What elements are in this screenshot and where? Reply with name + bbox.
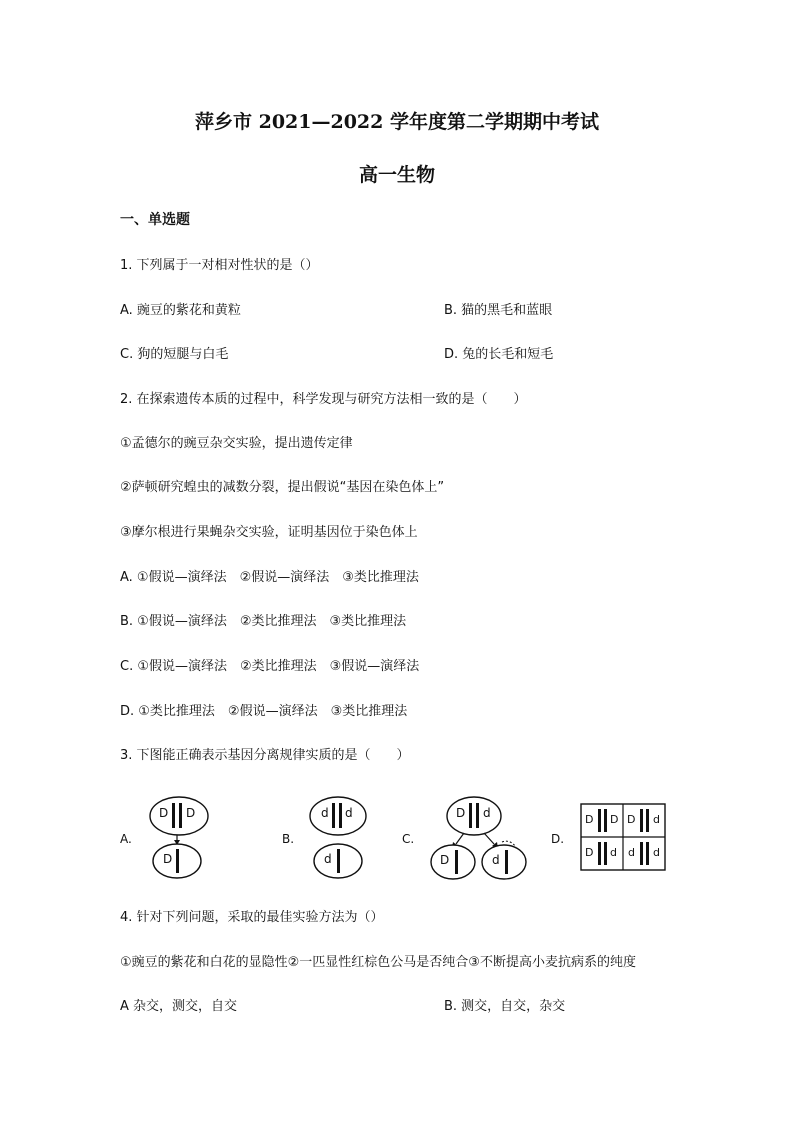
question-4-item-1: ①豌豆的紫花和白花的显隐性②一匹显性红棕色公马是否纯合③不断提高小麦抗病系的纯度 [120,955,636,970]
exam-title: 萍乡市 2021—2022 学年度第二学期期中考试 [195,111,599,133]
gene-label: d [610,846,617,859]
question-2-option-a: A. ①假说—演绎法 ②假说—演绎法 ③类比推理法 [120,570,419,585]
section-heading: 一、单选题 [120,212,190,228]
question-2-stem: 2. 在探索遗传本质的过程中，科学发现与研究方法相一致的是（ ） [120,392,527,407]
gene-label: D [186,806,196,820]
figure-label-d: D. [551,832,565,846]
gene-label: D [610,813,619,826]
question-3-stem: 3. 下图能正确表示基因分离规律实质的是（ ） [120,748,410,763]
gene-label: d [324,852,332,866]
gene-label: D [627,813,636,826]
gene-label: D [585,846,594,859]
gene-label: d [492,853,500,867]
gene-label: d [483,806,491,820]
gene-label: d [321,806,329,820]
figure-d-diagram [580,803,666,871]
figure-c-diagram [428,795,528,885]
question-2-item-2: ②萨顿研究蝗虫的减数分裂，提出假说“基因在染色体上” [120,480,445,495]
gene-label: D [585,813,594,826]
figure-b-diagram [300,795,370,883]
question-1-option-a: A. 豌豆的紫花和黄粒 [120,303,241,318]
figure-label-a: A. [120,832,132,846]
question-2-option-d: D. ①类比推理法 ②假说—演绎法 ③类比推理法 [120,704,408,719]
question-1-option-b: B. 猫的黑毛和蓝眼 [444,303,553,318]
gene-label: d [628,846,635,859]
question-2-option-c: C. ①假说—演绎法 ②类比推理法 ③假说—演绎法 [120,659,420,674]
subject-title: 高一生物 [358,164,435,186]
gene-label: d [653,813,660,826]
question-2-item-3: ③摩尔根进行果蝇杂交实验，证明基因位于染色体上 [120,525,418,540]
figure-label-c: C. [402,832,415,846]
question-4-option-b: B. 测交，自交，杂交 [444,999,566,1014]
gene-label: D [159,806,169,820]
gene-label: D [440,853,450,867]
gene-label: D [163,852,173,866]
question-4-stem: 4. 针对下列问题，采取的最佳实验方法为（） [120,910,384,925]
question-2-option-b: B. ①假说—演绎法 ②类比推理法 ③类比推理法 [120,614,407,629]
gene-label: D [456,806,466,820]
gene-label: d [653,846,660,859]
figure-a-diagram [145,795,215,883]
question-4-option-a: A 杂交，测交，自交 [120,999,238,1014]
question-1-stem: 1. 下列属于一对相对性状的是（） [120,258,319,273]
gene-label: d [345,806,353,820]
question-1-option-c: C. 狗的短腿与白毛 [120,347,229,362]
figure-label-b: B. [282,832,295,846]
question-2-item-1: ①孟德尔的豌豆杂交实验，提出遗传定律 [120,436,353,451]
question-1-option-d: D. 兔的长毛和短毛 [444,347,554,362]
